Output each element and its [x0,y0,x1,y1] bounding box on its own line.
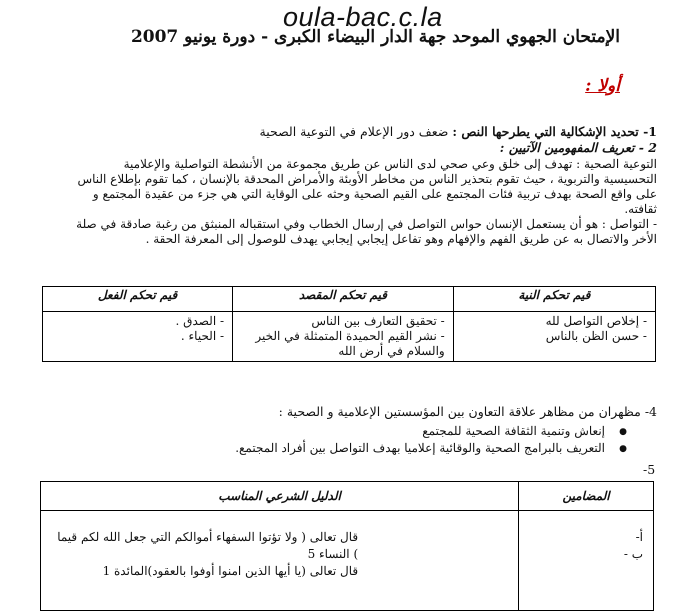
values-table-row [43,312,656,362]
question-1-label: 1- تحديد الإشكالية التي يطرحها النص : [452,124,657,139]
definition-line: التوعية الصحية : تهدف إلى خلق وعي صحي لدى الناس عن طريق مجموعة من الأنشطة التواصلية والإعلامية [123,157,657,171]
header-action-values: قيم تحكم الفعل [43,287,233,312]
value-item: - نشر القيم الحميدة المتمثلة في الخير [255,329,445,343]
header-evidence: الدليل الشرعي المناسب [41,482,519,511]
value-item: - الصدق . [175,314,225,328]
value-item: - الحياء . [180,329,225,343]
header-purpose-values: قيم تحكم المقصد [233,287,454,312]
values-table-header [43,287,656,312]
definition-line: ثقافته. [624,202,657,216]
question-4-list [45,423,625,457]
definition-line: التحسيسية والتربوية ، حيث تقوم بتحذير الناس من مخاطر الأوبئة والأمراض المحدقة بالإنسان ، كما تقوم بإطلاع الناس [77,172,657,186]
purpose-values-cell [233,312,454,362]
action-values-cell [43,312,233,362]
question-2-body [17,157,657,247]
value-item: - تحقيق التعارف بين الناس [311,314,445,328]
values-table [42,286,656,362]
contents-cell [519,511,654,611]
evidence-table-header [41,482,654,511]
question-1 [37,124,657,139]
evidence-line: قال تعالى ( ولا تؤتوا السفهاء أموالكم التي جعل الله لكم قيما ) النساء 5 [57,530,359,561]
item-marker: أ- [635,530,643,544]
value-item: - إخلاص التواصل لله [545,314,647,328]
definition-line: - التواصل : هو أن يستعمل الإنسان حواس التواصل في إرسال الخطاب وفي استقباله المنبثق من رغبة صادقة في صلة [76,217,657,231]
question-2-heading: 2 - تعريف المفهومين الآتيين : [499,140,657,155]
evidence-table [40,481,654,611]
list-item: ● إنعاش وتنمية الثقافة الصحية للمجتمع [45,423,605,440]
evidence-line: قال تعالى (يا أيها الذين امنوا أوفوا بالعقود)المائدة 1 [102,564,359,578]
definition-line: الأخر والاتصال به عن طريق الفهم والإفهام وهو تفاعل إيجابي إيجابي يهدف للوصول إلى المعرفة الحقة . [145,232,657,246]
list-item: ● التعريف بالبرامج الصحية والوقائية إعلاميا بهدف التواصل بين أفراد المجتمع. [45,440,605,457]
evidence-table-row [41,511,654,611]
section-one-heading: أولا : [585,76,620,96]
question-5-label: -5 [643,462,656,477]
intention-values-cell [453,312,655,362]
question-4-label: 4- مظهران من مظاهر علاقة التعاون بين المؤسستين الإعلامية و الصحية : [278,404,657,419]
item-marker: ب - [623,547,643,561]
exam-title: الإمتحان الجهوي الموحد جهة الدار البيضاء الكبرى - دورة يونيو 2007 [130,27,620,47]
definition-line: على واقع الصحة بهدف تربية فئات المجتمع على القيم الصحية وحثه على الوقاية التي هي جزء من عقيدة المجتمع و [92,187,657,201]
site-watermark: oula-bac.c.la [283,2,443,32]
value-item: - حسن الظن بالناس [545,329,647,343]
value-item: والسلام في أرض الله [338,344,445,358]
question-1-answer: ضعف دور الإعلام في التوعية الصحية [259,124,449,139]
evidence-cell [41,511,519,611]
header-intention-values: قيم تحكم النية [453,287,655,312]
header-contents: المضامين [519,482,654,511]
